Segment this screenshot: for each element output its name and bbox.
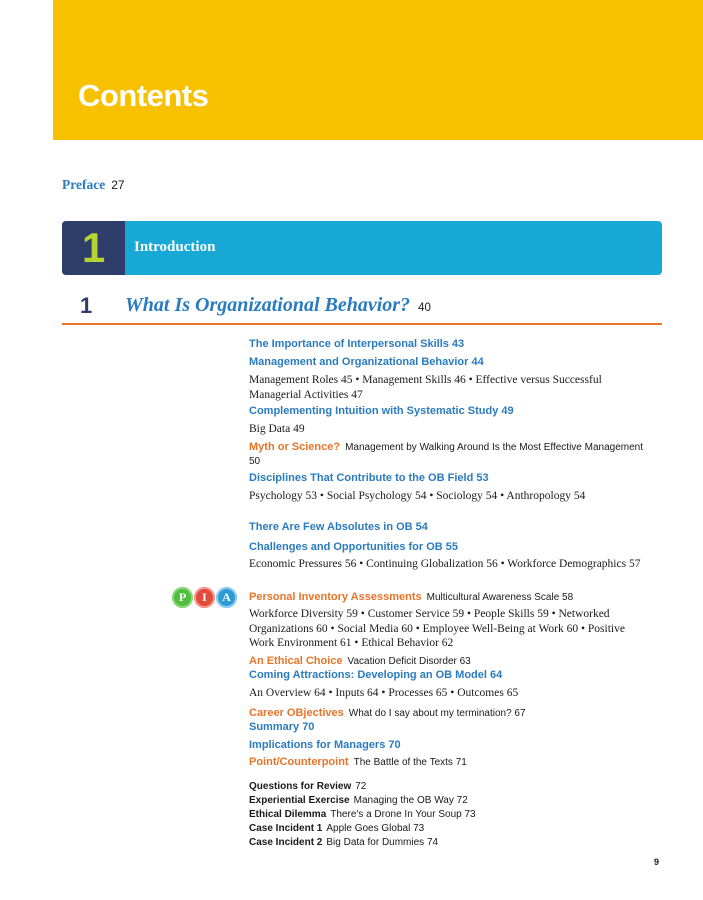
end-item-label: Case Incident 2 <box>249 837 323 848</box>
toc-subtopics: An Overview 64 • Inputs 64 • Processes 65 • Outcomes 65 <box>249 687 519 699</box>
toc-section: The Importance of Interpersonal Skills 43 <box>249 338 465 350</box>
toc-section: Complementing Intuition with Systematic Study 49 <box>249 405 514 417</box>
end-item-text: 72 <box>355 781 367 792</box>
feature-text: Multicultural Awareness Scale 58 <box>426 592 574 603</box>
feature-text: Management by Walking Around Is the Most Effective Management 50 <box>249 442 644 467</box>
toc-section: Implications for Managers 70 <box>249 739 401 751</box>
preface-entry <box>62 177 125 193</box>
end-item-label: Questions for Review <box>249 781 352 792</box>
page-title: Contents <box>78 78 209 113</box>
end-item <box>249 822 424 836</box>
toc-section: Challenges and Opportunities for OB 55 <box>249 541 459 553</box>
toc-subtopics: Economic Pressures 56 • Continuing Globalization 56 • Workforce Demographics 57 <box>249 558 641 570</box>
chapter-page: 40 <box>418 302 431 314</box>
end-item-label: Ethical Dilemma <box>249 809 327 820</box>
toc-section: Coming Attractions: Developing an OB Model 64 <box>249 669 503 681</box>
part-title: Introduction <box>134 239 216 255</box>
header-band <box>53 0 703 140</box>
preface-page: 27 <box>111 178 125 192</box>
end-item-text: Big Data for Dummies 74 <box>326 837 439 848</box>
toc-subtopics: Workforce Diversity 59 • Customer Service 59 • People Skills 59 • Networked Organizations 60 • Social Media 60 • Employee Well-Being at Work 60 • Positive Work Environment 61 • Ethical Behavior 62 <box>249 608 625 649</box>
feature-point-counterpoint <box>249 755 644 770</box>
feature-label: Point/Counterpoint <box>249 756 349 768</box>
chapter-title <box>125 294 431 317</box>
toc-section: Disciplines That Contribute to the OB Field 53 <box>249 472 489 484</box>
toc-section: Management and Organizational Behavior 44 <box>249 356 484 368</box>
feature-label: Myth or Science? <box>249 441 341 453</box>
end-item <box>249 780 366 794</box>
feature-label: Personal Inventory Assessments <box>249 591 422 603</box>
feature-label: An Ethical Choice <box>249 655 343 667</box>
toc-subtopics: Psychology 53 • Social Psychology 54 • Sociology 54 • Anthropology 54 <box>249 490 586 502</box>
page-number: 9 <box>654 857 660 867</box>
part-number-box <box>62 221 125 275</box>
feature-label: Career OBjectives <box>249 707 344 719</box>
pia-badge-i: I <box>194 587 215 608</box>
part-banner <box>62 221 662 275</box>
feature-career-objectives <box>249 706 644 721</box>
end-item <box>249 836 438 850</box>
preface-label: Preface <box>62 177 106 192</box>
end-item-text: Apple Goes Global 73 <box>326 823 425 834</box>
feature-text: What do I say about my termination? 67 <box>348 708 526 719</box>
end-item-text: There's a Drone In Your Soup 73 <box>330 809 476 820</box>
chapter-number: 1 <box>80 293 93 318</box>
end-item <box>249 794 468 808</box>
chapter-rule <box>62 323 662 325</box>
end-item-label: Experiential Exercise <box>249 795 350 806</box>
feature-personal-inventory <box>249 590 644 605</box>
toc-section: There Are Few Absolutes in OB 54 <box>249 521 428 533</box>
end-item-text: Managing the OB Way 72 <box>353 795 468 806</box>
toc-subtopics: Management Roles 45 • Management Skills 46 • Effective versus Successful Managerial Activities 47 <box>249 374 602 401</box>
pia-badge-a: A <box>216 587 237 608</box>
toc-subtopics: Big Data 49 <box>249 423 305 435</box>
chapter-title-text: What Is Organizational Behavior? <box>125 294 411 316</box>
toc-section: Summary 70 <box>249 721 315 733</box>
feature-text: Vacation Deficit Disorder 63 <box>347 656 471 667</box>
end-item <box>249 808 476 822</box>
part-number: 1 <box>81 224 106 271</box>
feature-ethical-choice <box>249 654 644 669</box>
feature-myth-or-science <box>249 440 644 469</box>
pia-badge-p: P <box>172 587 193 608</box>
feature-text: The Battle of the Texts 71 <box>353 757 467 768</box>
end-item-label: Case Incident 1 <box>249 823 323 834</box>
